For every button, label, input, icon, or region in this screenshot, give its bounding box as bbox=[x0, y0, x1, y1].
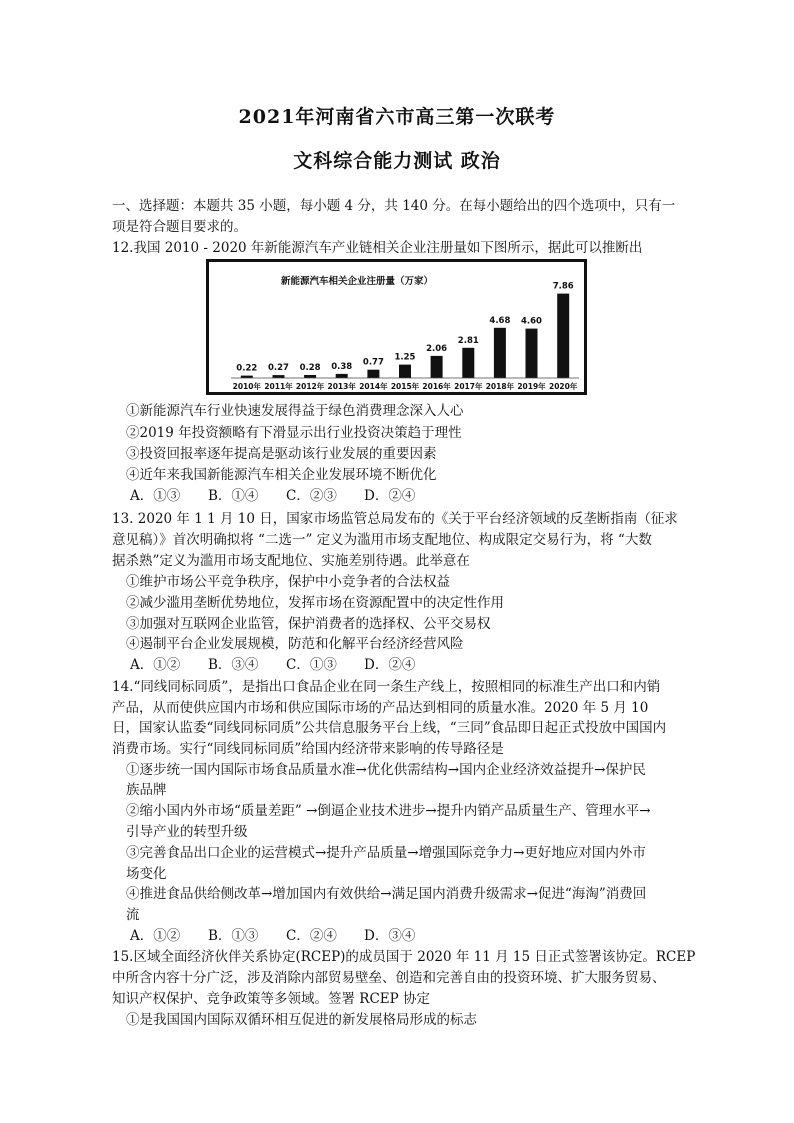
chart-tick-label-4: 2013年 bbox=[327, 382, 356, 391]
question-13-stem-line-2: 意见稿）》首次明确拟将 “二选一” 定义为滥用市场支配地位、构成限定交易行为，将 “大数 bbox=[112, 532, 652, 548]
question-14-item-1-line-2: 族品牌 bbox=[126, 782, 167, 798]
chart-tick-label-1: 2010年 bbox=[232, 382, 261, 391]
question-15-stem-line-3: 知识产权保护、竞争政策等多领域。签署 RCEP 协定 bbox=[112, 991, 431, 1007]
question-14-stem-line-1: 14.“同线同标同质”，是指出口食品企业在同一条生产线上，按照相同的标准生产出口和内销 bbox=[112, 679, 661, 695]
question-14-stem-line-2: 产品，从而使供应国内市场和供应国际市场的产品达到相同的质量水准。2020 年 5 月 10 bbox=[112, 700, 649, 716]
exam-subtitle: 文科综合能力测试 政治 bbox=[293, 150, 501, 172]
chart-title: 新能源汽车相关企业注册量（万家） bbox=[281, 276, 434, 287]
question-13-choice-b: B．③④ bbox=[208, 657, 259, 673]
question-15-item-1: ①是我国国内国际双循环相互促进的新发展格局形成的标志 bbox=[126, 1012, 477, 1028]
chart-tick-label-10: 2019年 bbox=[517, 382, 546, 391]
question-12-item-3: ③投资回报率逐年提高是驱动该行业发展的重要因素 bbox=[126, 446, 437, 462]
question-14-choice-a: A．①② bbox=[130, 928, 181, 944]
question-12-choice-c: C．②③ bbox=[286, 488, 337, 504]
question-14-item-1-line-1: ①逐步统一国内国际市场食品质量水准→优化供需结构→国内企业经济效益提升→保护民 bbox=[126, 762, 646, 778]
chart-bar-6 bbox=[399, 365, 411, 378]
chart-value-label-4: 0.38 bbox=[331, 361, 353, 372]
question-14-choice-c: C．②④ bbox=[286, 928, 337, 944]
question-13-item-1: ①维护市场公平竞争秩序，保护中小竞争者的合法权益 bbox=[126, 574, 450, 590]
section-intro-line-1: 一、选择题：本题共 35 小题，每小题 4 分，共 140 分。在每小题给出的四个选项中，只有一 bbox=[112, 198, 676, 214]
chart-tick-label-3: 2012年 bbox=[295, 382, 325, 391]
question-12-item-2: ②2019 年投资额略有下滑显示出行业投资决策趋于理性 bbox=[126, 425, 462, 441]
question-14-stem-line-4: 消费市场。实行“同线同标同质”给国内经济带来影响的传导路径是 bbox=[112, 741, 504, 757]
question-12-choice-a: A．①③ bbox=[130, 488, 181, 504]
chart-bar-4 bbox=[336, 374, 348, 378]
question-12-stem: 12.我国 2010 - 2020 年新能源汽车产业链相关企业注册量如下图所示，据此可以推断出 bbox=[112, 240, 643, 256]
chart-bar-7 bbox=[431, 356, 443, 378]
chart-tick-label-5: 2014年 bbox=[359, 382, 388, 391]
chart-bar-2 bbox=[273, 375, 285, 378]
section-intro-line-2: 项是符合题目要求的。 bbox=[112, 219, 247, 235]
question-13-item-4: ④遏制平台企业发展规模，防范和化解平台经济经营风险 bbox=[126, 636, 464, 652]
question-13-item-3: ③加强对互联网企业监管，保护消费者的选择权、公平交易权 bbox=[126, 616, 491, 632]
chart-value-label-1: 0.22 bbox=[236, 363, 258, 374]
question-12-choice-b: B．①④ bbox=[208, 488, 259, 504]
chart-bar-5 bbox=[367, 370, 379, 378]
chart-tick-label-7: 2016年 bbox=[422, 382, 451, 391]
chart-value-label-2: 0.27 bbox=[268, 363, 289, 374]
question-12-item-1: ①新能源汽车行业快速发展得益于绿色消费理念深入人心 bbox=[126, 403, 464, 419]
question-13-choice-d: D．②④ bbox=[364, 657, 416, 673]
chart-value-label-9: 4.68 bbox=[489, 315, 511, 326]
question-14-choice-b: B．①③ bbox=[208, 928, 259, 944]
question-13-item-2: ②减少滥用垄断优势地位，发挥市场在资源配置中的决定性作用 bbox=[126, 595, 504, 611]
chart-value-label-5: 0.77 bbox=[362, 357, 384, 368]
question-14-item-3-line-2: 场变化 bbox=[126, 866, 167, 882]
chart-tick-label-11: 2020年 bbox=[549, 382, 578, 391]
question-14-item-2-line-2: 引导产业的转型升级 bbox=[126, 824, 248, 840]
question-12-choice-d: D．②④ bbox=[364, 488, 416, 504]
question-12-item-4: ④近年来我国新能源汽车相关企业发展环境不断优化 bbox=[126, 467, 437, 483]
question-13-choice-c: C．①③ bbox=[286, 657, 337, 673]
chart-value-label-8: 2.81 bbox=[457, 335, 479, 346]
chart-tick-label-9: 2018年 bbox=[485, 382, 515, 391]
chart-bar-11 bbox=[557, 294, 569, 378]
question-14-item-2-line-1: ②缩小国内外市场“质量差距” →倒逼企业技术进步→提升内销产品质量生产、管理水平→ bbox=[126, 803, 651, 819]
question-15-stem-line-2: 中所含内容十分广泛，涉及消除内部贸易壁垒、创造和完善自由的投资环境、扩大服务贸易、 bbox=[112, 970, 666, 986]
chart-canvas bbox=[209, 262, 584, 392]
chart-value-label-7: 2.06 bbox=[426, 343, 448, 354]
question-14-stem-line-3: 日，国家认监委“同线同标同质”公共信息服务平台上线，“三同”食品即日起正式投放中国国内 bbox=[112, 720, 667, 736]
question-14-choice-d: D．③④ bbox=[364, 928, 416, 944]
chart-bar-9 bbox=[494, 328, 506, 378]
question-13-stem-line-3: 据杀熟”定义为滥用市场支配地位、实施差别待遇。此举意在 bbox=[112, 553, 470, 569]
chart-value-label-10: 4.60 bbox=[521, 316, 542, 327]
chart-bar-10 bbox=[526, 329, 538, 378]
question-14-item-3-line-1: ③完善食品出口企业的运营模式→提升产品质量→增强国际竞争力→更好地应对国内外市 bbox=[126, 845, 646, 861]
chart-tick-label-6: 2015年 bbox=[390, 382, 420, 391]
chart-value-label-3: 0.28 bbox=[299, 363, 321, 373]
chart-bar-8 bbox=[462, 348, 474, 378]
chart-value-label-6: 1.25 bbox=[394, 352, 416, 363]
question-14-item-4-line-1: ④推进食品供给侧改革→增加国内有效供给→满足国内消费升级需求→促进“海淘”消费回 bbox=[126, 886, 647, 902]
chart-value-label-11: 7.86 bbox=[552, 281, 574, 292]
chart-tick-label-8: 2017年 bbox=[454, 382, 483, 391]
question-15-stem-line-1: 15.区域全面经济伙伴关系协定(RCEP)的成员国于 2020 年 11 月 15 日正式签署该协定。RCEP bbox=[112, 949, 696, 965]
question-13-stem-line-1: 13. 2020 年 1 1 月 10 日，国家市场监管总局发布的《关于平台经济领域的反垄断指南（征求 bbox=[112, 511, 678, 527]
question-13-choice-a: A．①② bbox=[130, 657, 181, 673]
registration-bar-chart bbox=[206, 259, 587, 395]
chart-bar-3 bbox=[304, 375, 316, 378]
chart-tick-label-2: 2011年 bbox=[264, 382, 293, 391]
question-14-item-4-line-2: 流 bbox=[126, 907, 140, 923]
exam-title: 2021年河南省六市高三第一次联考 bbox=[238, 106, 556, 128]
